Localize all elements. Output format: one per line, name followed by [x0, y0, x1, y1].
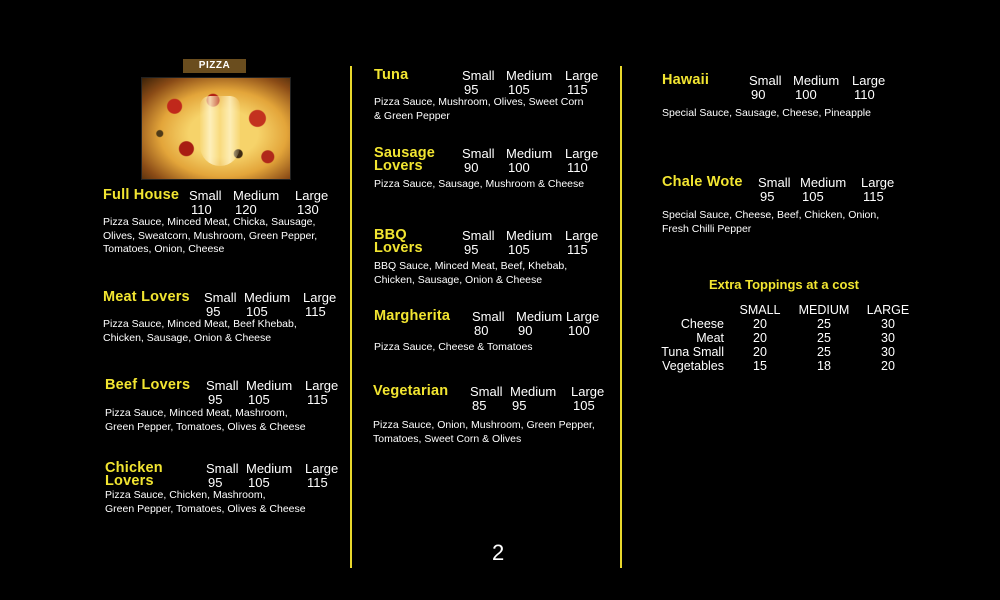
topping-price: 30: [881, 317, 895, 331]
column-divider-left: [350, 66, 352, 568]
topping-price: 25: [817, 345, 831, 359]
item-description: [373, 419, 595, 446]
size-price: 95: [206, 303, 221, 319]
size-price: 95: [208, 474, 223, 490]
size-label: Large: [566, 309, 600, 324]
item-name-line: Meat Lovers: [103, 289, 190, 305]
topping-name: Tuna Small: [661, 345, 724, 359]
size-label: Large: [565, 146, 599, 161]
item-description-line: Chicken, Sausage, Onion & Cheese: [374, 273, 543, 286]
item-description-line: Pizza Sauce, Minced Meat, Beef Khebab,: [103, 318, 297, 330]
size-label: Large: [852, 73, 886, 88]
item-sizes: [470, 385, 604, 412]
size-price: 90: [464, 159, 479, 175]
size-label: Large: [571, 384, 605, 399]
size-price: 95: [512, 397, 527, 413]
size-label: Large: [295, 188, 329, 203]
pizza-image: [141, 77, 291, 180]
item-sizes: [206, 379, 338, 406]
size-label: Large: [303, 290, 337, 305]
toppings-row: [652, 345, 918, 359]
item-name: [662, 176, 743, 189]
size-label: Small: [470, 384, 503, 399]
size-price: 95: [208, 391, 223, 407]
item-description-line: Tomatoes, Sweet Corn & Olives: [373, 432, 522, 445]
size-label: Large: [565, 228, 599, 243]
size-price: 95: [464, 241, 479, 257]
size-label: Small: [206, 461, 239, 476]
size-price: 115: [567, 81, 588, 97]
toppings-row: [652, 359, 918, 373]
size-price: 100: [795, 86, 817, 102]
size-price: 105: [802, 188, 824, 204]
item-name: [374, 229, 423, 255]
toppings-header-small: SMALL: [739, 303, 781, 317]
size-label: Medium: [800, 175, 847, 190]
toppings-table: [652, 303, 918, 373]
size-price: 120: [235, 201, 257, 217]
item-description: [374, 178, 584, 192]
topping-price: 20: [881, 359, 895, 373]
page-number: 2: [492, 540, 505, 565]
item-description: [105, 489, 306, 516]
size-price: 100: [568, 322, 590, 338]
item-description-line: Pizza Sauce, Minced Meat, Mashroom,: [105, 407, 288, 419]
size-price: 105: [246, 303, 268, 319]
item-description-line: Pizza Sauce, Cheese & Tomatoes: [374, 341, 533, 353]
item-description-line: Green Pepper, Tomatoes, Olives & Cheese: [105, 420, 306, 433]
item-description: [105, 407, 306, 434]
item-name-line: BBQ: [374, 227, 407, 243]
item-description-line: & Green Pepper: [374, 109, 450, 122]
item-name-line: Full House: [103, 187, 180, 203]
size-label: Small: [749, 73, 782, 88]
item-description: [374, 260, 567, 287]
item-description: [662, 209, 879, 236]
item-description-line: Pizza Sauce, Chicken, Mashroom,: [105, 489, 266, 501]
item-description-line: Fresh Chilli Pepper: [662, 222, 752, 235]
item-name-line: Beef Lovers: [105, 377, 191, 393]
item-sizes: [758, 176, 894, 203]
size-price: 95: [464, 81, 479, 97]
item-description-line: Chicken, Sausage, Onion & Cheese: [103, 331, 272, 344]
size-label: Large: [861, 175, 895, 190]
item-name: [374, 147, 435, 173]
size-label: Small: [189, 188, 222, 203]
item-sizes: [462, 229, 598, 256]
item-name-line: Chicken: [105, 460, 163, 476]
size-label: Small: [206, 378, 239, 393]
topping-name: Cheese: [680, 317, 724, 331]
item-name: [374, 310, 450, 323]
size-label: Small: [462, 68, 495, 83]
size-label: Medium: [793, 73, 840, 88]
column-divider-right: [620, 66, 622, 568]
size-label: Medium: [516, 309, 563, 324]
size-label: Medium: [506, 146, 553, 161]
size-price: 115: [307, 391, 328, 407]
toppings-row: [652, 317, 918, 331]
size-price: 105: [508, 81, 530, 97]
size-price: 105: [248, 391, 270, 407]
pizza-section-label: PIZZA: [183, 59, 246, 73]
topping-price: 18: [817, 359, 831, 373]
size-price: 105: [508, 241, 530, 257]
topping-price: 20: [753, 345, 767, 359]
topping-price: 20: [753, 331, 767, 345]
size-price: 95: [760, 188, 775, 204]
size-label: Large: [305, 461, 339, 476]
size-price: 110: [854, 86, 875, 102]
item-description-line: Pizza Sauce, Sausage, Mushroom & Cheese: [374, 178, 585, 190]
size-label: Medium: [506, 228, 553, 243]
size-price: 90: [751, 86, 766, 102]
size-label: Large: [565, 68, 599, 83]
size-label: Small: [758, 175, 791, 190]
item-description-line: BBQ Sauce, Minced Meat, Beef, Khebab,: [374, 260, 568, 272]
toppings-title: Extra Toppings at a cost: [709, 277, 860, 292]
size-label: Large: [305, 378, 339, 393]
size-price: 115: [863, 188, 884, 204]
size-price: 115: [305, 303, 326, 319]
item-sizes: [204, 291, 336, 318]
item-name-line: Lovers: [105, 473, 154, 489]
toppings-header-medium: MEDIUM: [798, 303, 850, 317]
item-sizes: [206, 462, 338, 489]
topping-price: 25: [817, 331, 831, 345]
toppings-row: [652, 331, 918, 345]
item-description-line: Green Pepper, Tomatoes, Olives & Cheese: [105, 502, 306, 515]
item-sizes: [472, 310, 599, 337]
size-price: 105: [573, 397, 595, 413]
item-name-line: Lovers: [374, 240, 423, 256]
size-price: 105: [248, 474, 270, 490]
topping-price: 30: [881, 331, 895, 345]
size-price: 130: [297, 201, 319, 217]
size-price: 100: [508, 159, 530, 175]
item-description-line: Special Sauce, Cheese, Beef, Chicken, Onion,: [662, 209, 880, 221]
item-sizes: [462, 69, 598, 96]
topping-price: 30: [881, 345, 895, 359]
topping-name: Vegetables: [662, 359, 724, 373]
item-description: [103, 318, 297, 345]
item-description-line: Tomatoes, Onion, Cheese: [103, 243, 225, 256]
size-label: Medium: [246, 461, 293, 476]
item-description-line: Pizza Sauce, Minced Meat, Chicka, Sausage,: [103, 216, 316, 228]
item-name: [373, 385, 448, 398]
item-name-line: Vegetarian: [373, 383, 449, 399]
size-label: Medium: [246, 378, 293, 393]
item-name-line: Tuna: [374, 67, 409, 83]
item-description: [662, 107, 871, 121]
topping-price: 15: [753, 359, 767, 373]
item-sizes: [189, 189, 328, 216]
item-name: [105, 379, 190, 392]
item-name: [662, 74, 709, 87]
item-name-line: Sausage: [374, 145, 436, 161]
item-description: [103, 216, 317, 257]
size-label: Medium: [510, 384, 557, 399]
item-sizes: [749, 74, 885, 101]
size-label: Small: [204, 290, 237, 305]
item-name-line: Hawaii: [662, 72, 710, 88]
item-name-line: Lovers: [374, 158, 423, 174]
size-price: 80: [474, 322, 489, 338]
size-price: 90: [518, 322, 533, 338]
item-name-line: Margherita: [374, 308, 451, 324]
item-name: [105, 462, 163, 488]
size-label: Small: [472, 309, 505, 324]
item-description: [374, 341, 533, 355]
item-name: [103, 189, 179, 202]
size-price: 110: [567, 159, 588, 175]
toppings-header-row: [652, 303, 918, 317]
size-price: 115: [307, 474, 328, 490]
size-label: Small: [462, 228, 495, 243]
size-price: 115: [567, 241, 588, 257]
item-description-line: Pizza Sauce, Onion, Mushroom, Green Pepper,: [373, 419, 595, 431]
item-description-line: Special Sauce, Sausage, Cheese, Pineapple: [662, 107, 871, 119]
item-name: [374, 69, 408, 82]
item-name-line: Chale Wote: [662, 174, 743, 190]
topping-price: 25: [817, 317, 831, 331]
topping-name: Meat: [696, 331, 724, 345]
item-name: [103, 291, 190, 304]
item-sizes: [462, 147, 598, 174]
size-price: 110: [191, 201, 212, 217]
size-label: Medium: [244, 290, 291, 305]
size-label: Small: [462, 146, 495, 161]
item-description: [374, 96, 584, 123]
size-label: Medium: [506, 68, 553, 83]
toppings-header-large: LARGE: [866, 303, 910, 317]
item-description-line: Olives, Sweatcorn, Mushroom, Green Pepper,: [103, 229, 318, 242]
size-label: Medium: [233, 188, 280, 203]
topping-price: 20: [753, 317, 767, 331]
size-price: 85: [472, 397, 487, 413]
item-description-line: Pizza Sauce, Mushroom, Olives, Sweet Corn: [374, 96, 584, 108]
